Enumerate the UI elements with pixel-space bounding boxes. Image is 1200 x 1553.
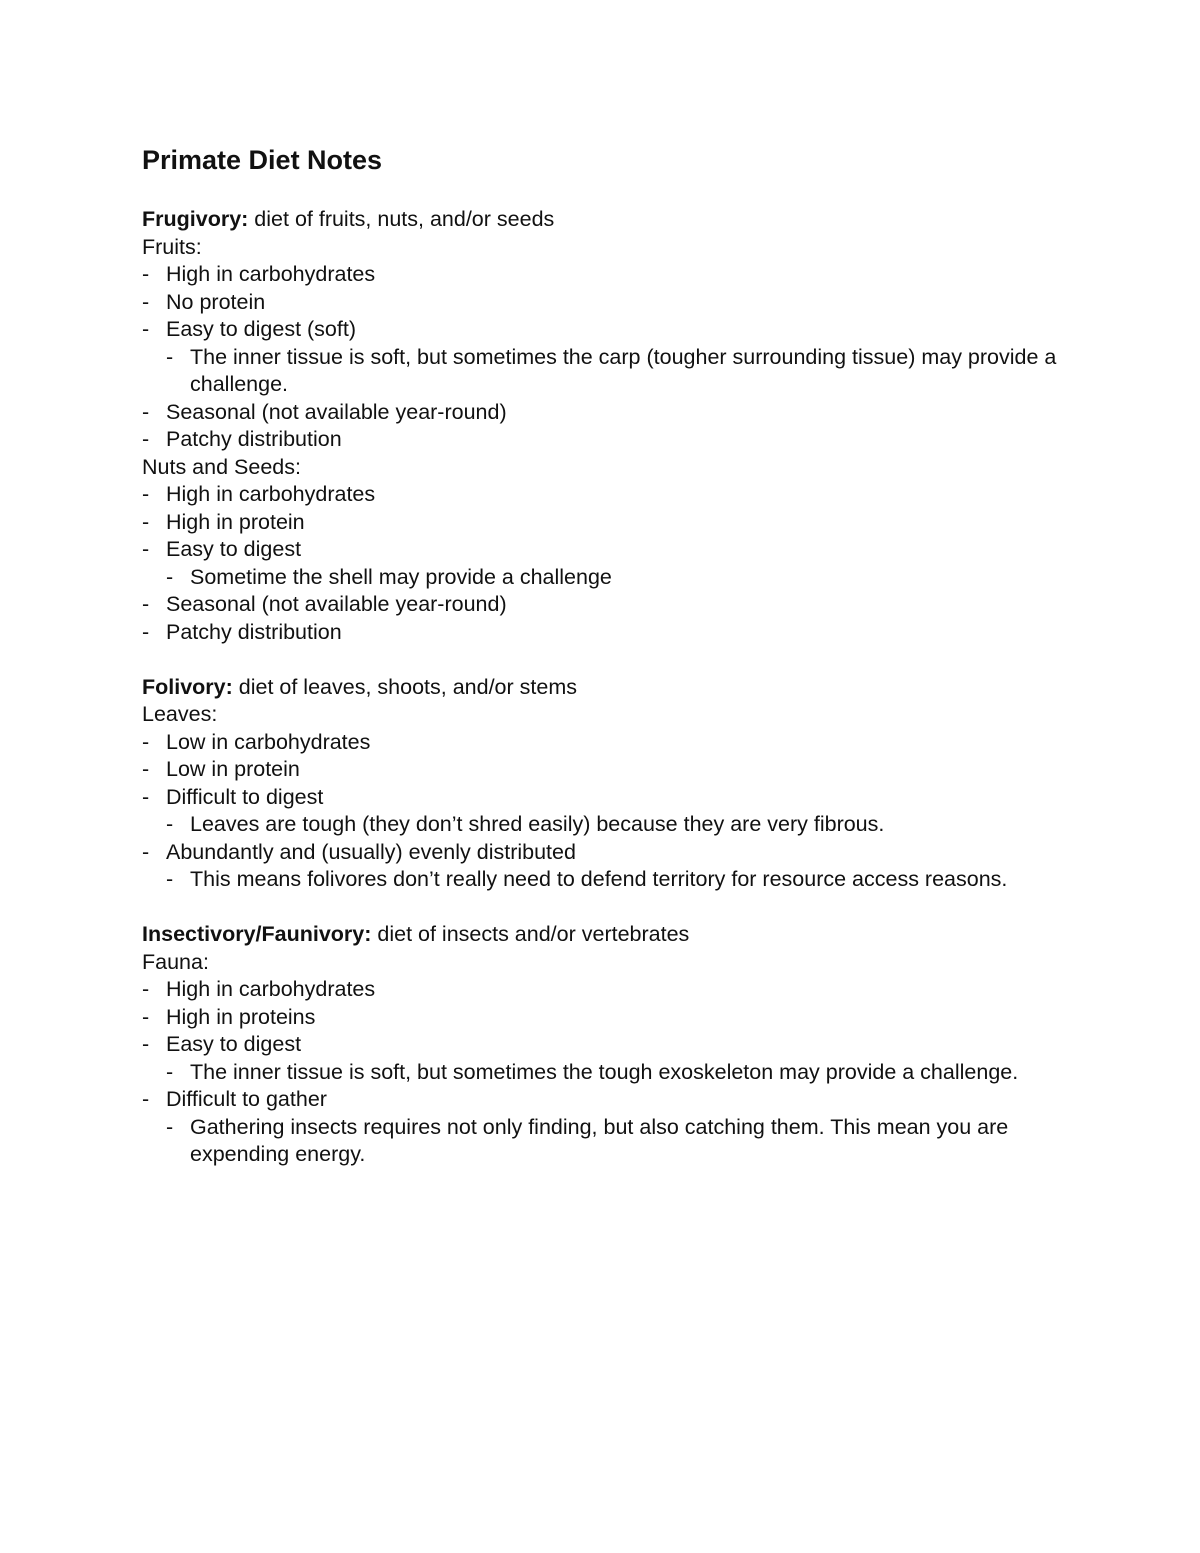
- sub-list-item-text: The inner tissue is soft, but sometimes the tough exoskeleton may provide a challenge.: [190, 1059, 1019, 1084]
- list-item: [142, 426, 1072, 454]
- list-item-text: Easy to digest: [166, 1032, 302, 1056]
- section-definition: diet of leaves, shoots, and/or stems: [232, 674, 577, 699]
- list-item: [142, 289, 1072, 317]
- list-item-text: Abundantly and (usually) evenly distributed: [166, 839, 576, 864]
- list-item-text: High in carbohydrates: [166, 482, 376, 506]
- list-item: [142, 1031, 1072, 1059]
- list-item-text: No protein: [166, 289, 266, 314]
- list-item: [142, 536, 1072, 564]
- sub-list-item: [142, 564, 1072, 592]
- bullet-dash: -: [166, 344, 174, 369]
- bullet-dash: -: [142, 757, 150, 781]
- bullet-dash: -: [142, 1087, 150, 1111]
- sub-list-item: [142, 344, 1072, 399]
- page-title: Primate Diet Notes: [142, 145, 383, 175]
- sub-list-item: [142, 811, 1072, 839]
- section-spacer: [142, 894, 1072, 922]
- list-item: [142, 784, 1072, 812]
- list-item-text: Difficult to gather: [166, 1087, 327, 1111]
- group-label: Fauna:: [142, 949, 209, 974]
- bullet-dash: -: [142, 482, 150, 506]
- list-item: [142, 399, 1072, 427]
- notes-sections: [142, 206, 1072, 1169]
- list-item-text: High in carbohydrates: [166, 977, 376, 1001]
- list-item-text: High in proteins: [166, 1004, 316, 1029]
- list-item-text: High in protein: [166, 509, 305, 534]
- bullet-dash: -: [166, 812, 174, 836]
- bullet-dash: -: [142, 262, 150, 286]
- section-heading: [142, 206, 1072, 234]
- bullet-dash: -: [142, 1004, 150, 1029]
- bullet-dash: -: [142, 289, 150, 314]
- sub-list-item-text: Gathering insects requires not only finding, but also catching them. This mean you are expending energy.: [190, 1114, 1009, 1166]
- section-spacer: [142, 646, 1072, 674]
- bullet-dash: -: [142, 729, 150, 754]
- list-item: [142, 619, 1072, 647]
- list-item: [142, 591, 1072, 619]
- bullet-dash: -: [142, 427, 150, 451]
- sub-list-item: [142, 1114, 1072, 1169]
- list-item: [142, 976, 1072, 1004]
- list-item-text: High in carbohydrates: [166, 262, 376, 286]
- list-item-text: Patchy distribution: [166, 619, 342, 644]
- list-item-text: Difficult to digest: [166, 784, 324, 809]
- group-label: Fruits:: [142, 234, 202, 259]
- list-item: [142, 1086, 1072, 1114]
- list-item: [142, 839, 1072, 867]
- spacer: [142, 178, 1072, 206]
- bullet-dash: -: [142, 592, 150, 616]
- list-item-text: Seasonal (not available year-round): [166, 592, 507, 616]
- group-label: Leaves:: [142, 702, 218, 726]
- bullet-dash: -: [142, 1032, 150, 1056]
- list-item: [142, 509, 1072, 537]
- sub-list-item-text: Leaves are tough (they don’t shred easily) because they are very fibrous.: [190, 812, 885, 836]
- list-item: [142, 261, 1072, 289]
- bullet-dash: -: [166, 1114, 174, 1139]
- sub-list-item-text: The inner tissue is soft, but sometimes the carp (tougher surrounding tissue) may provide a challenge.: [190, 344, 1057, 396]
- section-definition: diet of insects and/or vertebrates: [371, 922, 690, 946]
- list-item: [142, 1004, 1072, 1032]
- list-item-text: Low in protein: [166, 757, 300, 781]
- section-term: Frugivory:: [142, 207, 249, 231]
- list-item-text: Seasonal (not available year-round): [166, 399, 507, 424]
- bullet-dash: -: [166, 1059, 174, 1084]
- bullet-dash: -: [142, 509, 150, 534]
- sub-list-item: [142, 866, 1072, 894]
- section-heading: [142, 921, 1072, 949]
- bullet-dash: -: [166, 564, 174, 589]
- section-term: Folivory:: [142, 674, 233, 699]
- sub-list-item: [142, 1059, 1072, 1087]
- list-item-text: Patchy distribution: [166, 427, 342, 451]
- bullet-dash: -: [142, 537, 150, 561]
- section-definition: diet of fruits, nuts, and/or seeds: [248, 207, 555, 231]
- list-item-text: Low in carbohydrates: [166, 729, 371, 754]
- list-item-text: Easy to digest: [166, 537, 302, 561]
- bullet-dash: -: [142, 619, 150, 644]
- sub-list-item-text: This means folivores don’t really need to defend territory for resource access reasons.: [190, 867, 1008, 891]
- bullet-dash: -: [142, 317, 150, 341]
- bullet-dash: -: [142, 399, 150, 424]
- list-item-text: Easy to digest (soft): [166, 317, 356, 341]
- group-label: Nuts and Seeds:: [142, 454, 301, 479]
- list-item: [142, 756, 1072, 784]
- section-term: Insectivory/Faunivory:: [142, 922, 372, 946]
- section-heading: [142, 674, 1072, 702]
- bullet-dash: -: [142, 839, 150, 864]
- list-item: [142, 481, 1072, 509]
- bullet-dash: -: [142, 784, 150, 809]
- document-body: [142, 142, 1072, 1169]
- list-item: [142, 316, 1072, 344]
- sub-list-item-text: Sometime the shell may provide a challenge: [190, 564, 612, 589]
- list-item: [142, 729, 1072, 757]
- bullet-dash: -: [166, 867, 174, 891]
- bullet-dash: -: [142, 977, 150, 1001]
